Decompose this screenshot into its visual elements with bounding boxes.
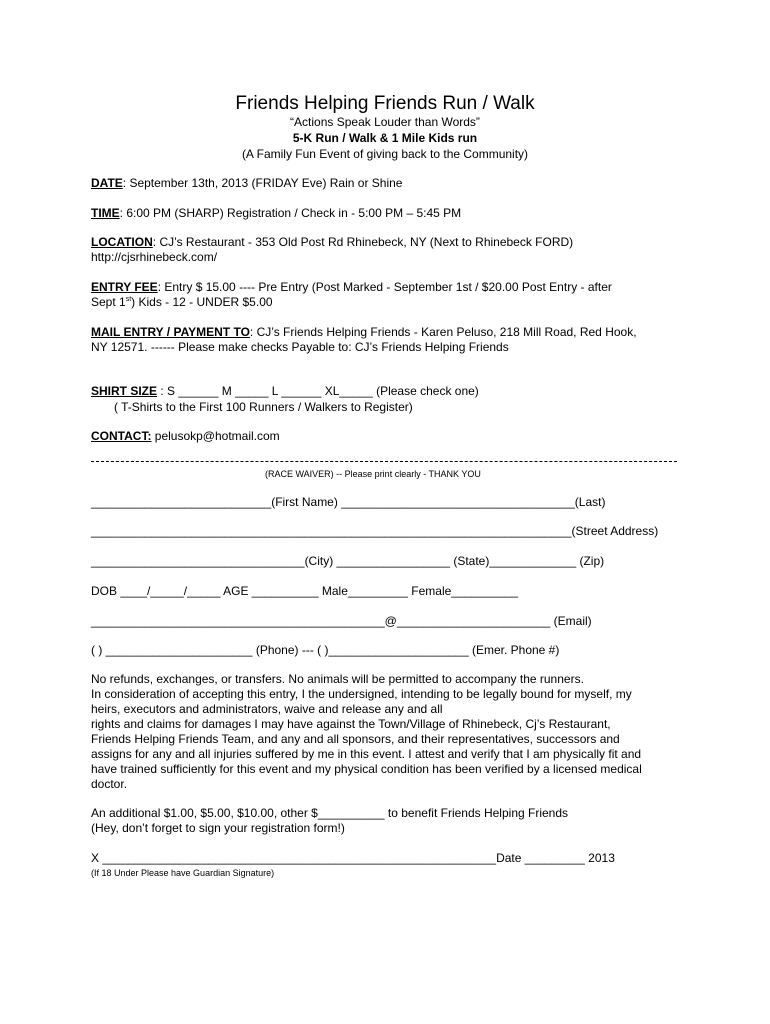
- signature-date-line[interactable]: X ___________________________________________________________Date _________ 2013: [91, 851, 615, 865]
- mail-entry-label: MAIL ENTRY / PAYMENT TO: [91, 325, 250, 339]
- waiver-text-6: assigns for any and all injuries suffered by me in this event. I attest and verify that I am physically fit and: [91, 747, 642, 761]
- contact-label: CONTACT:: [91, 429, 152, 443]
- phone-field[interactable]: ( ) ______________________ (Phone) --- ( )_____________________ (Emer. Phone #): [91, 643, 560, 657]
- name-field[interactable]: ___________________________(First Name) ___________________________________(Last): [91, 495, 606, 509]
- waiver-text-8: doctor.: [91, 777, 128, 791]
- entry-fee-line: [91, 280, 612, 295]
- shirt-size-line: [91, 384, 479, 399]
- shirt-size-options[interactable]: : S ______ M _____ L ______ XL_____ (Please check one): [157, 384, 479, 398]
- waiver-text-1: No refunds, exchanges, or transfers. No animals will be permitted to accompany the runners.: [91, 672, 584, 686]
- contact-email: pelusokp@hotmail.com: [151, 429, 280, 443]
- entry-fee-sept: Sept 1: [91, 295, 126, 309]
- entry-fee-sup: st: [125, 296, 132, 303]
- motto: “Actions Speak Louder than Words”: [290, 115, 480, 129]
- waiver-text-3: heirs, executors and administrators, waive and release any and all: [91, 702, 443, 716]
- date-line: [91, 176, 402, 191]
- date-value: : September 13th, 2013 (FRIDAY Eve) Rain or Shine: [122, 176, 403, 190]
- city-state-zip-field[interactable]: ________________________________(City) _________________ (State)_____________ (Zip): [91, 554, 605, 568]
- location-label: LOCATION: [91, 235, 153, 249]
- shirt-size-label: SHIRT SIZE: [91, 384, 158, 398]
- waiver-text-5: Friends Helping Friends Team, and any and all sponsors, and their representatives, successors and: [91, 732, 620, 746]
- location-line: [91, 235, 573, 250]
- event-tagline: (A Family Fun Event of giving back to the Community): [241, 147, 529, 161]
- date-label: DATE: [91, 176, 123, 190]
- waiver-text-2: In consideration of accepting this entry, I the undersigned, intending to be legally bound for myself, my: [91, 687, 632, 701]
- event-subtitle: 5-K Run / Walk & 1 Mile Kids run: [292, 131, 478, 145]
- dob-age-gender-field[interactable]: DOB ____/_____/_____ AGE __________ Male_________ Female__________: [91, 584, 519, 598]
- guardian-note: (If 18 Under Please have Guardian Signature): [91, 868, 275, 878]
- mail-entry-value: : CJ’s Friends Helping Friends - Karen Peluso, 218 Mill Road, Red Hook,: [249, 325, 637, 339]
- entry-fee-value: : Entry $ 15.00 ---- Pre Entry (Post Marked - September 1st / $20.00 Post Entry - after: [157, 280, 612, 294]
- mail-entry-line: [91, 325, 637, 340]
- email-field[interactable]: ____________________________________________@_______________________ (Email): [91, 614, 592, 628]
- donation-line[interactable]: An additional $1.00, $5.00, $10.00, other $__________ to benefit Friends Helping Friends: [91, 806, 569, 820]
- mail-entry-line-2: NY 12571. ------ Please make checks Payable to: CJ’s Friends Helping Friends: [91, 340, 509, 354]
- location-value: : CJ’s Restaurant - 353 Old Post Rd Rhinebeck, NY (Next to Rhinebeck FORD): [152, 235, 574, 249]
- page-title: Friends Helping Friends Run / Walk: [235, 93, 535, 114]
- cut-line-divider: [91, 461, 677, 462]
- time-label: TIME: [91, 206, 120, 220]
- location-url[interactable]: http://cjsrhinebeck.com/: [91, 250, 218, 264]
- shirt-note: ( T-Shirts to the First 100 Runners / Walkers to Register): [114, 400, 413, 414]
- entry-fee-line-2: [91, 295, 273, 310]
- entry-fee-label: ENTRY FEE: [91, 280, 158, 294]
- time-line: [91, 206, 461, 221]
- waiver-text-7: have trained sufficiently for this event and my physical condition has been verified by a licensed medical: [91, 762, 642, 776]
- donation-reminder: (Hey, don’t forget to sign your registration form!): [91, 821, 345, 835]
- waiver-text-4: rights and claims for damages I may have against the Town/Village of Rhinebeck, Cj’s Restaurant,: [91, 717, 611, 731]
- entry-fee-kids: ) Kids - 12 - UNDER $5.00: [131, 295, 273, 309]
- waiver-header: (RACE WAIVER) -- Please print clearly - THANK YOU: [265, 469, 481, 479]
- time-value: : 6:00 PM (SHARP) Registration / Check in - 5:00 PM – 5:45 PM: [119, 206, 462, 220]
- street-address-field[interactable]: ________________________________________________________________________(Street Address): [91, 524, 659, 538]
- contact-line: [91, 429, 280, 444]
